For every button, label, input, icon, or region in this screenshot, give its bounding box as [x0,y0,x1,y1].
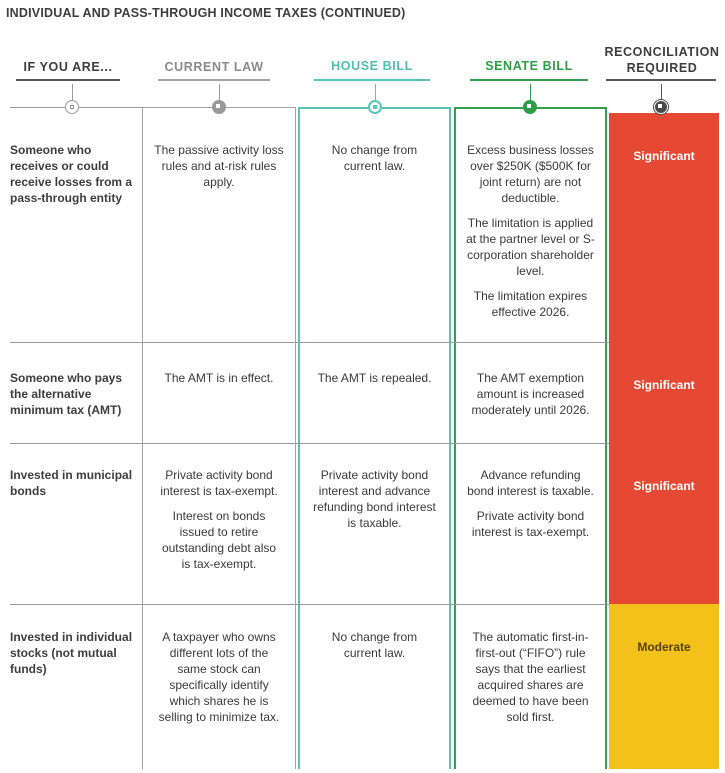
house-bill-cell [310,467,439,540]
reconciliation-badge: Significant [609,113,719,342]
connector-line [661,84,662,101]
header-line: RECONCILIATION [604,45,720,59]
current-law-cell [154,629,284,734]
house-bill-cell [314,142,435,183]
house-bill-cell [314,629,435,670]
header-underline [606,79,716,81]
header-line: REQUIRED [626,61,698,75]
row-divider [10,443,609,444]
cell-text: No change from current law. [331,630,418,660]
cell-text: Private activity bond interest and advance refunding bond interest is taxable. [313,468,436,530]
cell-text: Excess business losses over $250K ($500K for joint return) are not deductible. [467,143,594,205]
cell-text: Private activity bond interest is tax-exempt. [160,468,278,498]
cell-text: Interest on bonds issued to retire outstanding debt also is tax-exempt. [161,509,277,571]
row-divider [10,604,609,605]
senate-bill-cell [464,142,597,329]
timeline-dot [368,100,382,114]
connector-line [530,84,531,101]
connector-line [375,84,376,101]
column-header-if-you-are: IF YOU ARE... [23,60,113,74]
senate-bill-cell [462,629,599,734]
reconciliation-badge: Moderate [609,604,719,769]
column-header-house-bill: HOUSE BILL [331,59,413,73]
timeline-dot [212,100,226,114]
cell-text: The AMT is in effect. [164,371,274,385]
column-header-reconciliation-required [600,44,724,76]
cell-text: No change from current law. [331,143,418,173]
header-underline [314,79,430,81]
cell-text: The AMT is repealed. [317,371,432,385]
reconciliation-badge: Significant [609,443,719,604]
house-bill-cell [308,370,441,395]
connector-line [72,84,73,101]
column-header-senate-bill: SENATE BILL [485,59,573,73]
cell-text: Advance refunding bond interest is taxable. [467,468,594,498]
column-header-current-law: CURRENT LAW [164,60,264,74]
row-label: Invested in individual stocks (not mutual funds) [10,630,133,676]
row-divider [10,342,609,343]
cell-text: The limitation expires effective 2026. [473,289,588,319]
header-underline [16,79,120,81]
current-law-cell [158,467,280,581]
cell-text: The automatic first-in-first-out (“FIFO”) rule says that the earliest acquired shares are deemed to have been sold first. [472,630,589,724]
header-underline [158,79,270,81]
timeline-dot [65,100,79,114]
cell-text: A taxpayer who owns different lots of the same stock can specifically identify which shares he is selling to minimize tax. [158,630,280,724]
senate-bill-cell [466,467,595,549]
header-underline [470,79,588,81]
cell-text: The passive activity loss rules and at-risk rules apply. [154,143,284,189]
connector-line [219,84,220,101]
cell-text: Private activity bond interest is tax-exempt. [471,509,590,539]
row-label: Someone who receives or could receive losses from a pass-through entity [10,143,133,205]
row-label: Invested in municipal bonds [10,468,133,498]
row-label: Someone who pays the alternative minimum tax (AMT) [10,371,123,417]
senate-bill-cell [467,370,594,427]
page-title: INDIVIDUAL AND PASS-THROUGH INCOME TAXES (CONTINUED) [6,6,406,20]
reconciliation-badge: Significant [609,342,719,443]
timeline-dot [523,100,537,114]
current-law-cell [152,142,286,199]
cell-text: The limitation is applied at the partner level or S-corporation shareholder level. [466,216,595,278]
current-law-cell [152,370,286,395]
cell-text: The AMT exemption amount is increased moderately until 2026. [471,371,590,417]
timeline-dot [654,100,668,114]
